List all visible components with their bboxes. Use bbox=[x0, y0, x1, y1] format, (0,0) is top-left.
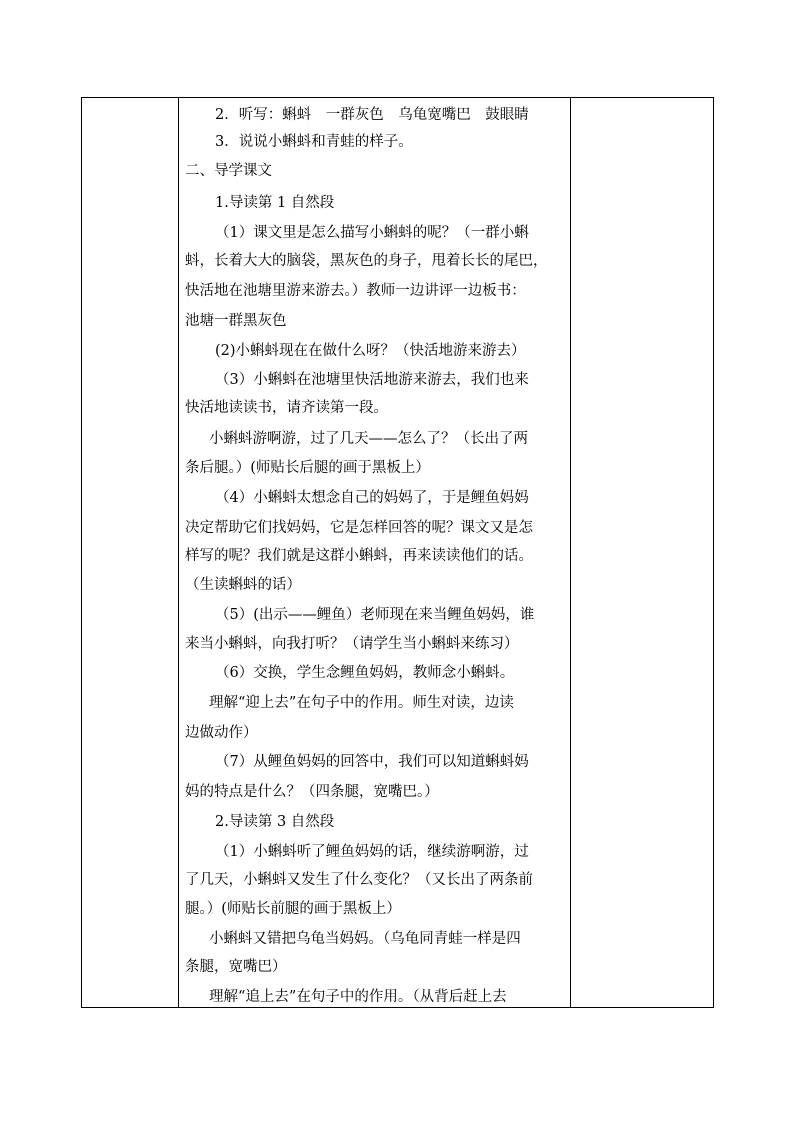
text-line: 蚪，长着大大的脑袋，黑灰色的身子，甩着长长的尾巴， bbox=[185, 253, 548, 269]
text-line: 边做动作） bbox=[185, 725, 258, 741]
text-line: 理解“追上去”在句子中的作用。（从背后赶上去 bbox=[209, 989, 507, 1005]
text-line: 小蝌蚪游啊游，过了几天——怎么了？（长出了两 bbox=[209, 431, 528, 447]
text-line: （4）小蝌蚪太想念自己的妈妈了，于是鲤鱼妈妈 bbox=[215, 490, 529, 506]
text-line: (2)小蝌蚪现在在做什么呀？（快活地游来游去） bbox=[215, 343, 526, 359]
text-line: 腿。）(师贴长前腿的画于黑板上） bbox=[185, 901, 401, 917]
subsection-heading: 2.导读第 3 自然段 bbox=[215, 814, 335, 830]
text-line: （3）小蝌蚪在池塘里快活地游来游去，我们也来 bbox=[215, 372, 529, 388]
text-line: 小蝌蚪又错把乌龟当妈妈。（乌龟同青蛙一样是四 bbox=[209, 931, 521, 947]
lesson-plan-table bbox=[81, 97, 714, 1008]
text-line: 了几天，小蝌蚪又发生了什么变化？（又长出了两条前 bbox=[185, 872, 533, 888]
subsection-heading: 1.导读第 1 自然段 bbox=[215, 195, 335, 211]
text-line: 池塘一群黑灰色 bbox=[185, 313, 287, 329]
text-line: 妈的特点是什么？（四条腿，宽嘴巴。） bbox=[185, 784, 439, 800]
main-content-cell bbox=[179, 98, 571, 1007]
text-line: 3．说说小蝌蚪和青蛙的样子。 bbox=[215, 134, 413, 150]
text-line: 决定帮助它们找妈妈，它是怎样回答的呢？课文又是怎 bbox=[185, 520, 533, 536]
text-line: 快活地在池塘里游来游去。）教师一边讲评一边板书： bbox=[185, 283, 526, 299]
text-line: （1）小蝌蚪听了鲤鱼妈妈的话，继续游啊游，过 bbox=[215, 844, 529, 860]
text-line: （6）交换，学生念鲤鱼妈妈，教师念小蝌蚪。 bbox=[215, 665, 515, 681]
text-line: 条腿，宽嘴巴） bbox=[185, 959, 287, 975]
right-column-cell bbox=[571, 98, 713, 1007]
text-line: （7）从鲤鱼妈妈的回答中，我们可以知道蝌蚪妈 bbox=[215, 754, 529, 770]
text-line: 快活地读读书，请齐读第一段。 bbox=[185, 400, 388, 416]
text-line: 来当小蝌蚪，向我打听？（请学生当小蝌蚪来练习） bbox=[185, 636, 519, 652]
text-line: 条后腿。）(师贴长后腿的画于黑板上） bbox=[185, 460, 430, 476]
section-heading: 二、导学课文 bbox=[185, 163, 272, 179]
text-line: 2．听写：蝌蚪 一群灰色 乌龟宽嘴巴 鼓眼睛 bbox=[215, 107, 529, 123]
left-column-cell bbox=[82, 98, 179, 1007]
text-line: （1）课文里是怎么描写小蝌蚪的呢？（一群小蝌 bbox=[215, 225, 529, 241]
text-line: 理解“迎上去”在句子中的作用。师生对读，边读 bbox=[209, 695, 514, 711]
text-line: 样写的呢？我们就是这群小蝌蚪，再来读读他们的话。 bbox=[185, 548, 533, 564]
text-line: （生读蝌蚪的话） bbox=[185, 577, 301, 593]
text-line: （5）(出示——鲤鱼）老师现在来当鲤鱼妈妈，谁 bbox=[215, 607, 535, 623]
